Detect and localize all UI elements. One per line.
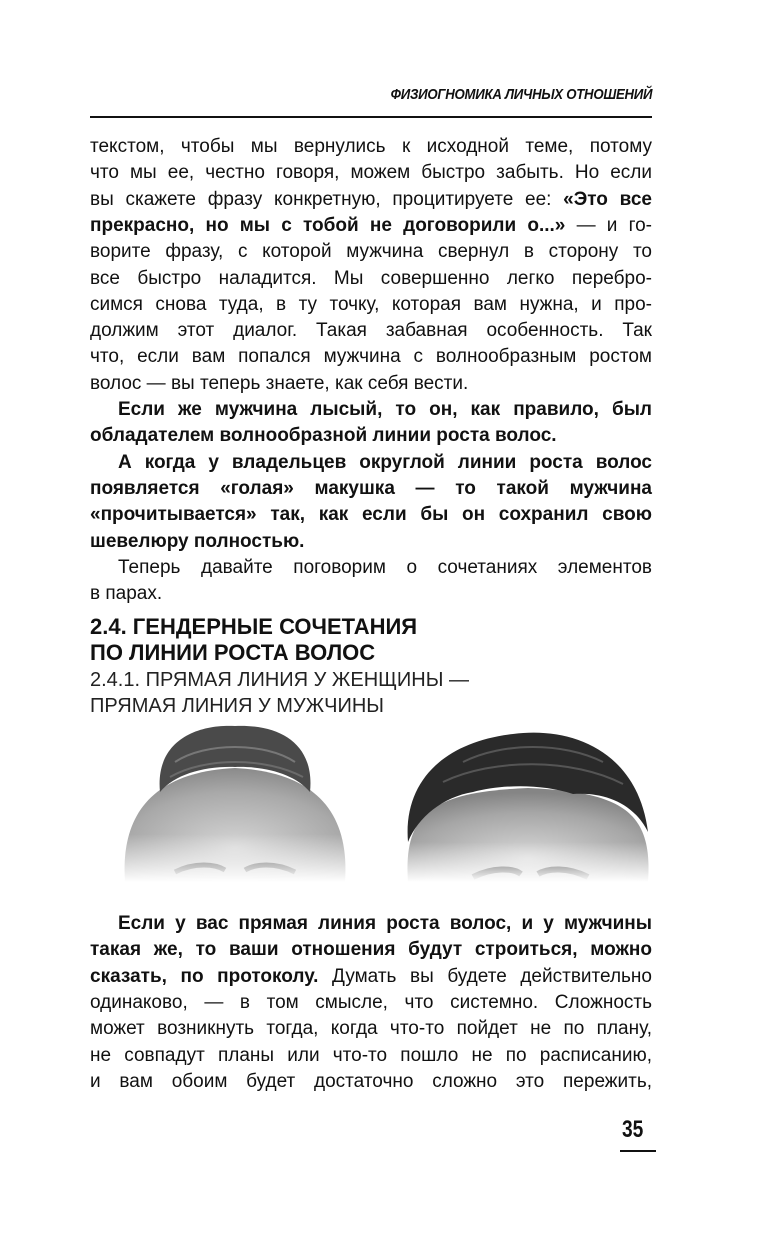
text-line [90, 373, 652, 395]
text-line [90, 504, 652, 526]
text-line [90, 162, 652, 184]
text-line [90, 1045, 652, 1067]
bold-text: сказать, по протоколу. [90, 965, 319, 987]
page-number-rule [620, 1150, 656, 1152]
bold-text: А когда у владельцев округлой линии роста волос [118, 451, 652, 473]
section-heading-line-2: ПО ЛИНИИ РОСТА ВОЛОС [90, 640, 376, 665]
text-segment: в парах. [90, 583, 163, 605]
text-line [90, 268, 652, 290]
text-line [90, 241, 652, 263]
page-number: 35 [622, 1116, 644, 1143]
text-segment: может возникнуть тогда, когда что-то пойдет не по плану, [90, 1018, 652, 1040]
text-line [90, 1018, 652, 1040]
text-segment: Теперь давайте поговорим о сочетаниях элементов [118, 556, 652, 578]
text-segment: текстом, чтобы мы вернулись к исходной теме, потому [90, 136, 652, 157]
text-segment: волос — вы теперь знаете, как себя вести. [90, 372, 469, 394]
text-line [118, 399, 652, 421]
text-line [118, 452, 652, 474]
man-hairline-illustration [403, 722, 653, 882]
bold-text: «Это все [563, 188, 653, 210]
bold-text: такая же, то ваши отношения будут строиться, можно [90, 939, 652, 961]
bold-text: прекрасно, но мы с тобой не договорили о...» [90, 214, 566, 236]
text-line [90, 215, 652, 237]
text-line [90, 294, 652, 316]
text-line [90, 531, 652, 553]
text-segment: симся снова туда, в ту точку, которая вам нужна, и про- [90, 293, 652, 315]
bold-text: обладателем волнообразной линии роста волос. [90, 425, 557, 447]
bold-text: Если у вас прямая линия роста волос, и у мужчины [118, 913, 652, 934]
text-line [90, 189, 652, 211]
bold-text: Если же мужчина лысый, то он, как правило, был [118, 399, 652, 420]
text-line [90, 1071, 652, 1093]
text-segment: Думать вы будете действительно [318, 965, 652, 987]
text-segment: не совпадут планы или что-то пошло не по расписанию, [90, 1044, 652, 1066]
text-segment: ворите фразу, с которой мужчина свернул в сторону то [90, 241, 652, 263]
text-line [90, 992, 652, 1014]
text-segment: и вам обоим будет достаточно сложно это пережить, [90, 1070, 652, 1092]
text-segment: что, если вам попался мужчина с волнообразным ростом [90, 346, 652, 368]
text-line [90, 966, 652, 988]
bold-text: шевелюру полностью. [90, 530, 305, 552]
text-line [118, 557, 652, 579]
section-heading-line-1: 2.4. ГЕНДЕРНЫЕ СОЧЕТАНИЯ [90, 614, 418, 639]
text-line [118, 913, 652, 935]
bold-text: «прочитывается» так, как если бы он сохранил свою [90, 504, 652, 526]
text-line [90, 425, 652, 447]
text-line [90, 939, 652, 961]
text-segment: — и го- [565, 214, 652, 236]
text-segment: одинаково, — в том смысле, что системно. Сложность [90, 991, 652, 1013]
subsection-heading-line-1: 2.4.1. ПРЯМАЯ ЛИНИЯ У ЖЕНЩИНЫ — [90, 669, 469, 691]
running-header: ФИЗИОГНОМИКА ЛИЧНЫХ ОТНОШЕНИЙ [390, 86, 652, 103]
text-line [90, 478, 652, 500]
text-segment: что мы ее, честно говоря, можем быстро забыть. Но если [90, 162, 652, 184]
bold-text: появляется «голая» макушка — то такой мужчина [90, 477, 652, 499]
text-line [90, 583, 652, 605]
text-segment: должим этот диалог. Такая забавная особенность. Так [90, 320, 652, 342]
subsection-heading-line-2: ПРЯМАЯ ЛИНИЯ У МУЖЧИНЫ [90, 695, 384, 717]
text-line [90, 320, 652, 342]
text-line [90, 346, 652, 368]
text-line [90, 136, 652, 158]
woman-hairline-illustration [115, 722, 355, 882]
text-segment: все быстро наладится. Мы совершенно легко перебро- [90, 267, 652, 289]
text-segment: вы скажете фразу конкретную, процитируете ее: [90, 188, 564, 210]
header-rule [90, 116, 652, 118]
